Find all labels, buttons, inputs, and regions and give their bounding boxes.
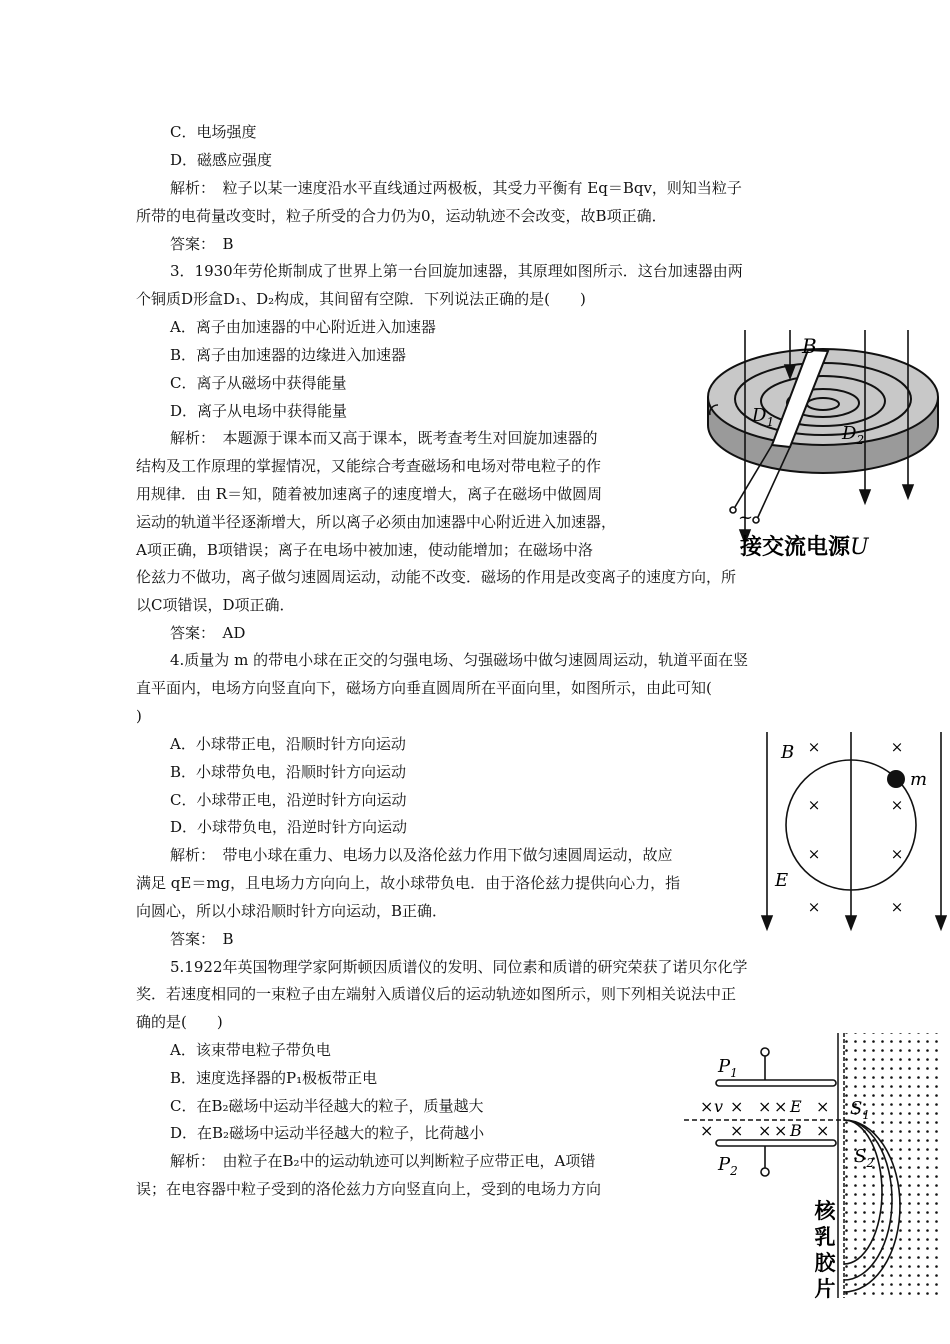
analysis-q4-line2: 满足 qE＝mg，且电场力方向向上，故小球带负电．由于洛伦兹力提供向心力，指 bbox=[136, 874, 681, 892]
svg-text:×: × bbox=[890, 845, 904, 863]
label-tilde: ~ bbox=[738, 507, 754, 528]
question-3-line1: 3．1930年劳伦斯制成了世界上第一台回旋加速器，其原理如图所示．这台加速器由两 bbox=[170, 262, 743, 280]
label-s2: $S_2$ bbox=[854, 1146, 874, 1170]
svg-text:v: v bbox=[714, 1097, 724, 1116]
option-c-q3: C．离子从磁场中获得能量 bbox=[170, 374, 347, 392]
svg-text:×: × bbox=[816, 1121, 830, 1140]
svg-text:×: × bbox=[758, 1121, 772, 1140]
d-shaped-boxes bbox=[708, 349, 938, 473]
analysis-q2-line2: 所带的电荷量改变时，粒子所受的合力仍为0，运动轨迹不会改变，故B项正确． bbox=[136, 207, 667, 225]
svg-text:核: 核 bbox=[814, 1198, 836, 1223]
cyclotron-figure bbox=[680, 325, 945, 565]
option-a-q4: A．小球带正电，沿顺时针方向运动 bbox=[170, 735, 406, 753]
svg-text:×: × bbox=[700, 1121, 714, 1140]
option-d-q2: D．磁感应强度 bbox=[170, 151, 273, 169]
option-c-q5: C．在B₂磁场中运动半径越大的粒子，质量越大 bbox=[170, 1097, 484, 1115]
caption-ac-source: 接交流电源U bbox=[740, 534, 869, 560]
svg-text:×: × bbox=[890, 738, 904, 756]
analysis-q3-line5: A项正确，B项错误；离子在电场中被加速，使动能增加；在磁场中洛 bbox=[136, 541, 593, 559]
film-label bbox=[814, 1198, 837, 1300]
label-b: B bbox=[781, 742, 795, 763]
analysis-q4-line3: 向圆心，所以小球沿顺时针方向运动，B正确． bbox=[136, 902, 448, 920]
svg-text:×: × bbox=[807, 738, 821, 756]
label-d2: $D_2$ bbox=[842, 423, 865, 447]
question-3-line2: 个铜质D形盒D₁、D₂构成，其间留有空隙．下列说法正确的是( ) bbox=[136, 290, 586, 308]
analysis-q3-line2: 结构及工作原理的掌握情况，又能综合考查磁场和电场对带电粒子的作 bbox=[136, 457, 602, 475]
answer-q3: 答案： AD bbox=[170, 624, 246, 642]
option-a-q5: A．该束带电粒子带负电 bbox=[170, 1041, 331, 1059]
option-d-q4: D．小球带负电，沿逆时针方向运动 bbox=[170, 818, 408, 836]
mass-spectrometer-figure bbox=[680, 1028, 945, 1300]
svg-text:×: × bbox=[890, 898, 904, 916]
label-d1: $D_1$ bbox=[752, 405, 775, 429]
question-4-line3: ) bbox=[136, 707, 142, 725]
label-m: m bbox=[910, 769, 928, 790]
label-s1: $S_1$ bbox=[850, 1098, 870, 1122]
selector-field-marks bbox=[700, 1097, 829, 1140]
question-5-line3: 确的是( ) bbox=[136, 1013, 223, 1031]
svg-text:×: × bbox=[700, 1097, 714, 1116]
answer-q4: 答案： B bbox=[170, 930, 234, 948]
analysis-q4-line1: 解析： 带电小球在重力、电场力以及洛伦兹力作用下做匀速圆周运动，故应 bbox=[170, 846, 673, 864]
option-a-q3: A．离子由加速器的中心附近进入加速器 bbox=[170, 318, 436, 336]
question-5-line2: 奖．若速度相同的一束粒子由左端射入质谱仪后的运动轨迹如图所示，则下列相关说法中正 bbox=[136, 985, 737, 1003]
svg-text:×: × bbox=[758, 1097, 772, 1116]
option-b-q3: B．离子由加速器的边缘进入加速器 bbox=[170, 346, 407, 364]
option-d-q5: D．在B₂磁场中运动半径越大的粒子，比荷越小 bbox=[170, 1124, 485, 1142]
svg-text:×: × bbox=[816, 1097, 830, 1116]
svg-text:B: B bbox=[790, 1121, 802, 1140]
analysis-q3-line4: 运动的轨道半径逐渐增大，所以离子必须由加速器中心附近进入加速器， bbox=[136, 513, 617, 531]
label-b: B bbox=[802, 334, 817, 358]
svg-text:片: 片 bbox=[814, 1276, 836, 1300]
analysis-q3-line6: 伦兹力不做功，离子做匀速圆周运动，动能不改变．磁场的作用是改变离子的速度方向，所 bbox=[136, 568, 737, 586]
svg-text:×: × bbox=[774, 1121, 788, 1140]
question-5-line1: 5.1922年英国物理学家阿斯顿因质谱仪的发明、同位素和质谱的研究荣获了诺贝尔化学 bbox=[170, 958, 748, 976]
circle-field-figure bbox=[755, 728, 947, 934]
option-b-q4: B．小球带负电，沿顺时针方向运动 bbox=[170, 763, 407, 781]
analysis-q5-line2: 误；在电容器中粒子受到的洛伦兹力方向竖直向上，受到的电场力方向 bbox=[136, 1180, 602, 1198]
svg-text:×: × bbox=[807, 845, 821, 863]
analysis-q3-line1: 解析： 本题源于课本而又高于课本，既考查考生对回旋加速器的 bbox=[170, 429, 598, 447]
svg-text:E: E bbox=[790, 1097, 802, 1116]
label-p2: $P_2$ bbox=[718, 1154, 738, 1178]
svg-text:×: × bbox=[730, 1121, 744, 1140]
svg-text:×: × bbox=[730, 1097, 744, 1116]
question-4-line1: 4.质量为 m 的带电小球在正交的匀强电场、匀强磁场中做匀速圆周运动，轨道平面在竖 bbox=[170, 651, 749, 669]
svg-text:乳: 乳 bbox=[814, 1224, 836, 1249]
option-d-q3: D．离子从电场中获得能量 bbox=[170, 402, 348, 420]
svg-text:×: × bbox=[774, 1097, 788, 1116]
option-c-q4: C．小球带正电，沿逆时针方向运动 bbox=[170, 791, 407, 809]
question-4-line2: 直平面内，电场方向竖直向下，磁场方向垂直圆周所在平面向里，如图所示，由此可知( bbox=[136, 679, 712, 697]
label-e: E bbox=[775, 870, 789, 891]
svg-text:×: × bbox=[890, 796, 904, 814]
option-c-q2: C．电场强度 bbox=[170, 123, 257, 141]
analysis-q5-line1: 解析： 由粒子在B₂中的运动轨迹可以判断粒子应带正电，A项错 bbox=[170, 1152, 596, 1170]
svg-text:胶: 胶 bbox=[814, 1250, 836, 1275]
answer-q2: 答案： B bbox=[170, 235, 234, 253]
option-b-q5: B．速度选择器的P₁极板带正电 bbox=[170, 1069, 378, 1087]
analysis-q2-line1: 解析： 粒子以某一速度沿水平直线通过两极板，其受力平衡有 Eq＝Bqv，则知当粒子 bbox=[170, 179, 742, 197]
charged-ball bbox=[887, 770, 905, 788]
svg-text:×: × bbox=[807, 796, 821, 814]
analysis-q3-line3: 用规律．由 R＝知，随着被加速离子的速度增大，离子在磁场中做圆周 bbox=[136, 485, 603, 503]
analysis-q3-line7: 以C项错误，D项正确． bbox=[136, 596, 295, 614]
label-p1: $P_1$ bbox=[718, 1056, 738, 1080]
svg-text:×: × bbox=[807, 898, 821, 916]
